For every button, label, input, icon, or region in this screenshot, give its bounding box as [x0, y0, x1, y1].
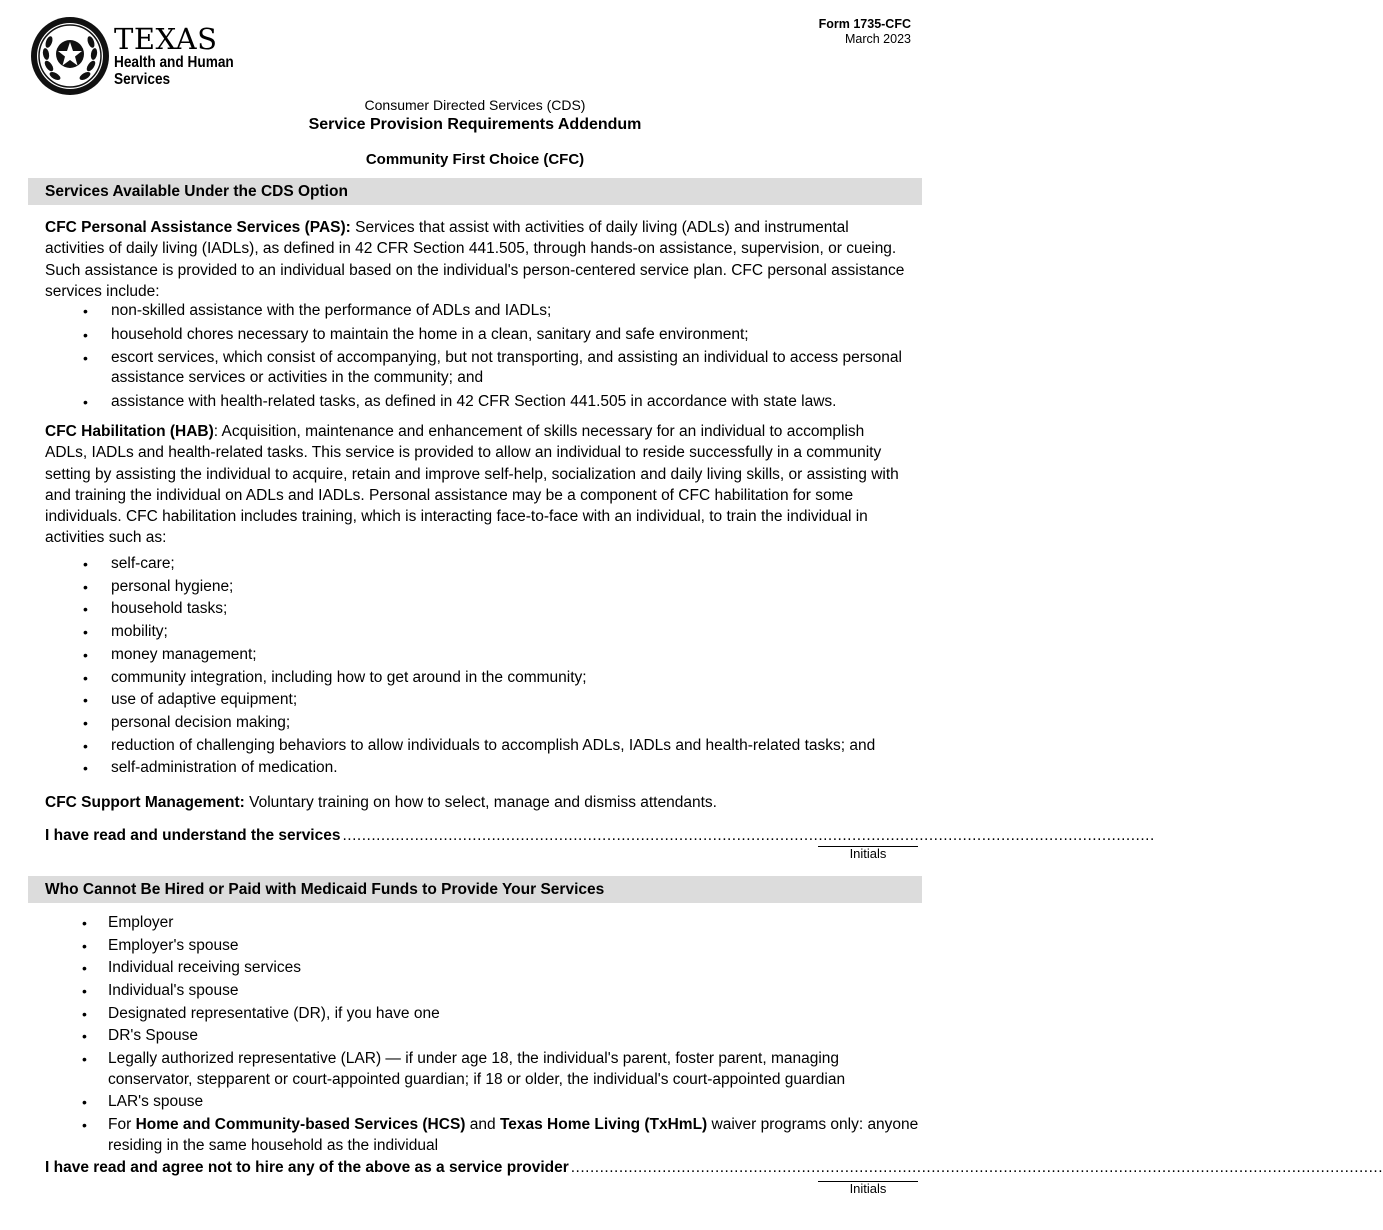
hab-list — [83, 553, 923, 780]
list-item: • Employer — [82, 913, 922, 934]
list-item: • self-care; — [83, 553, 923, 576]
list-item: • money management; — [83, 644, 923, 667]
list-item: • Employer's spouse — [82, 936, 922, 957]
texas-seal-icon — [30, 14, 110, 98]
list-item: • Designated representative (DR), if you have one — [82, 1004, 922, 1025]
agency-name — [114, 24, 250, 88]
pas-paragraph — [45, 217, 905, 302]
list-item: • assistance with health-related tasks, as defined in 42 CFR Section 441.505 in accordance with state laws. — [83, 392, 923, 412]
ineligible-provider-list — [82, 913, 922, 1158]
pas-text: Services that assist with activities of daily living (ADLs) and instrumental activities of daily living (IADLs), as defined in 42 CFR Section 441.505, through hands-on assistance, supervision, or cueing. Such assistance is provided to an individual based on the individual's person-centered service plan. CFC personal assistance services include: — [45, 219, 905, 300]
list-item: • personal decision making; — [83, 712, 923, 735]
program-name: Community First Choice (CFC) — [365, 151, 585, 168]
agency-name-texas: TEXAS — [114, 22, 218, 56]
item-text: waiver programs only: anyone residing in the same household as the individual — [108, 1116, 919, 1154]
list-item: • personal hygiene; — [83, 576, 923, 599]
hab-label: CFC Habilitation (HAB) — [45, 423, 214, 440]
pas-label: CFC Personal Assistance Services (PAS): — [45, 219, 351, 236]
acknowledgement-hiring — [45, 1159, 1383, 1177]
txhml-program: Texas Home Living (TxHmL) — [499, 1116, 708, 1133]
item-text: and — [465, 1116, 500, 1133]
list-item: • reduction of challenging behaviors to allow individuals to accomplish ADLs, IADLs and health-related tasks; and — [83, 735, 923, 758]
list-item: • LAR's spouse — [82, 1092, 922, 1113]
list-item — [82, 1115, 922, 1156]
initials-label: Initials — [849, 846, 887, 861]
initials-label: Initials — [849, 1181, 887, 1196]
section-heading-services: Services Available Under the CDS Option — [28, 178, 922, 205]
agency-name-line3: Services — [114, 71, 171, 88]
document-title: Service Provision Requirements Addendum — [308, 116, 642, 133]
form-number: Form 1735-CFC — [818, 17, 911, 31]
list-item: • household chores necessary to maintain the home in a clean, sanitary and safe environment; — [83, 325, 923, 345]
support-text: Voluntary training on how to select, manage and dismiss attendants. — [244, 794, 717, 811]
support-label: CFC Support Management: — [45, 794, 245, 811]
list-item: • Legally authorized representative (LAR) — if under age 18, the individual's parent, foster parent, managing conservator, stepparent or court-appointed guardian; if 18 or older, the individual's court-appointed guardian — [82, 1049, 922, 1090]
item-text: For — [108, 1116, 136, 1133]
agency-logo — [30, 14, 270, 98]
form-date: March 2023 — [844, 32, 911, 46]
leader-dots: ......................................................................................................................................................................... — [342, 827, 1155, 844]
list-item: • self-administration of medication. — [83, 757, 923, 780]
agency-name-line2: Health and Human — [114, 54, 234, 71]
list-item: • DR's Spouse — [82, 1026, 922, 1047]
acknowledgement-services — [45, 827, 1155, 845]
support-paragraph — [45, 792, 905, 813]
hcs-program: Home and Community-based Services (HCS) — [135, 1116, 466, 1133]
list-item: • escort services, which consist of accompanying, but not transporting, and assisting an individual to access personal assistance services or activities in the community; and — [83, 348, 923, 388]
list-item: • mobility; — [83, 621, 923, 644]
list-item: • use of adaptive equipment; — [83, 689, 923, 712]
list-item: • Individual receiving services — [82, 958, 922, 979]
hab-paragraph — [45, 421, 905, 549]
form-id-block — [819, 17, 911, 47]
list-item: • non-skilled assistance with the performance of ADLs and IADLs; — [83, 301, 923, 321]
list-item: • Individual's spouse — [82, 981, 922, 1002]
document-subtitle: Consumer Directed Services (CDS) — [364, 97, 586, 113]
list-item: • community integration, including how to get around in the community; — [83, 667, 923, 690]
list-item: • household tasks; — [83, 598, 923, 621]
ack-services-text: I have read and understand the services — [45, 827, 341, 844]
section-heading-who-cannot-be-hired: Who Cannot Be Hired or Paid with Medicaid Funds to Provide Your Services — [28, 876, 922, 903]
ack-hiring-text: I have read and agree not to hire any of the above as a service provider — [45, 1159, 569, 1176]
pas-list — [83, 301, 923, 415]
leader-dots: ......................................................................................................................................................................... — [570, 1159, 1383, 1176]
hab-text: : Acquisition, maintenance and enhancement of skills necessary for an individual to accomplish ADLs, IADLs and health-related tasks. This service is provided to allow an individual to reside successfully in a community setting by assisting the individual to acquire, retain and improve self-help, socialization and daily living skills, or assisting with and training the individual on ADLs and IADLs. Personal assistance may be a component of CFC habilitation for some individuals. CFC habilitation includes training, which is interacting face-to-face with an individual, to train the individual in activities such as: — [45, 423, 899, 547]
